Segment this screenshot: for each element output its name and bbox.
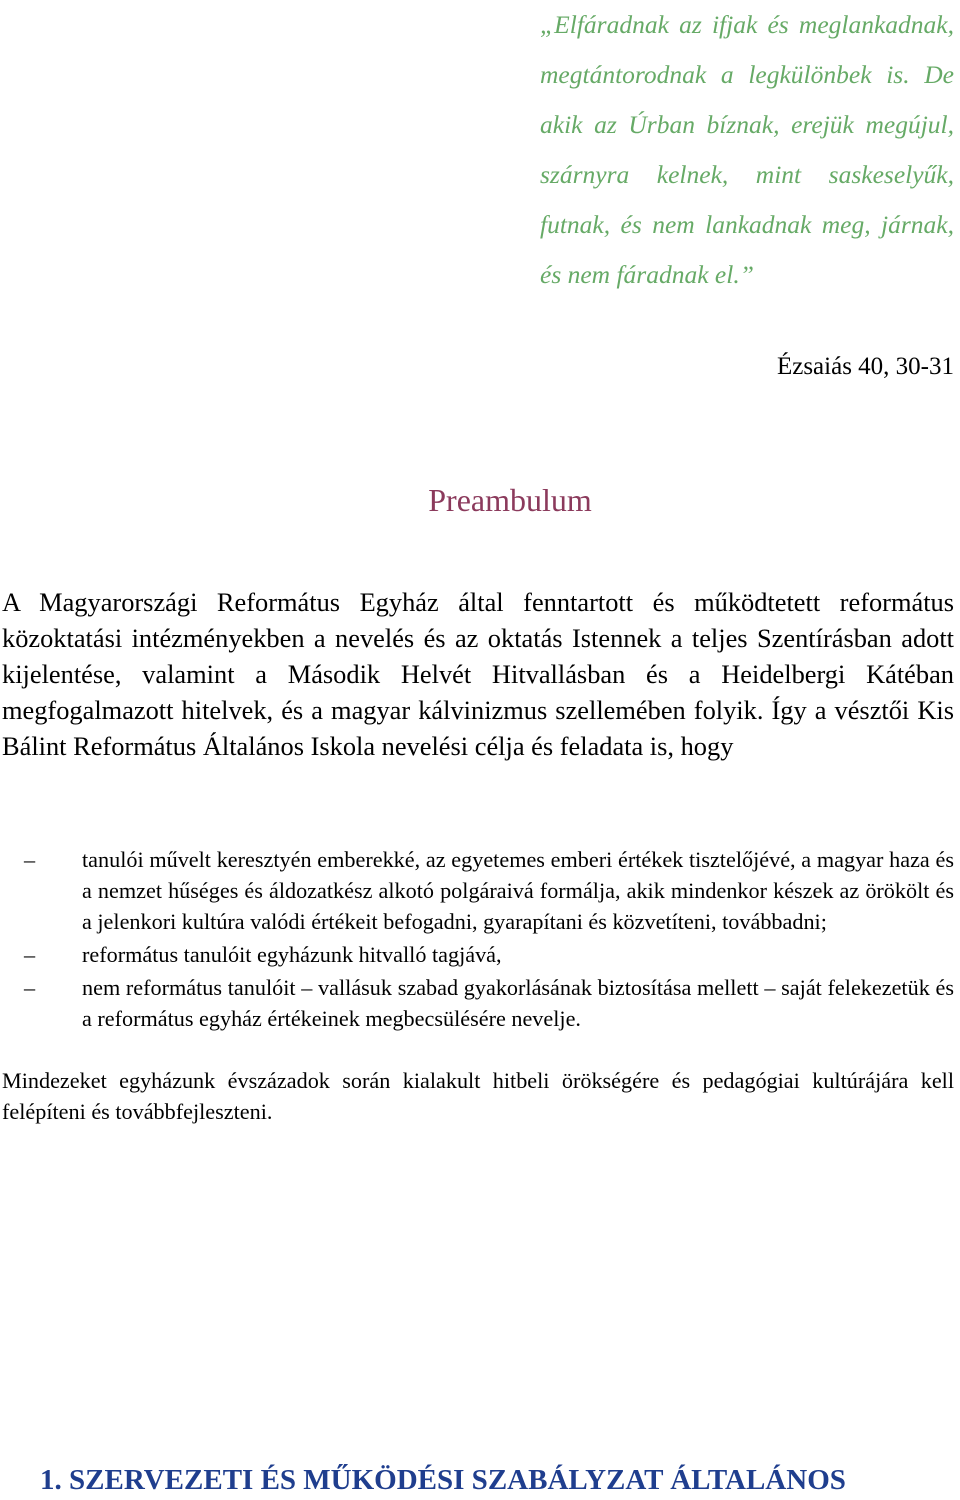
dash-bullet: –: [24, 975, 36, 1000]
dash-bullet: –: [24, 942, 36, 967]
intro-paragraph: A Magyarországi Református Egyház által fenntartott és működtetett református közoktatási intézményekben a nevelés és az oktatás Istennek a teljes Szentírásban adott kijelentése, valamint a Második Helvét Hitvallásban és a Heidelbergi Kátéban megfogalmazott hitelvek, és a magyar kálvinizmus szellemében folyik. Így a vésztői Kis Bálint Református Általános Iskola nevelési célja és feladata is, hogy: [2, 587, 954, 761]
list-item: [2, 972, 954, 1034]
closing-paragraph: Mindezeket egyházunk évszázadok során kialakult hitbeli örökségére és pedagógiai kultúrájára kell felépíteni és továbbfejleszteni.: [2, 1068, 954, 1124]
chapter-heading: 1. SZERVEZETI ÉS MŰKÖDÉSI SZABÁLYZAT ÁLTALÁNOS: [40, 1464, 846, 1496]
list-item: [2, 844, 954, 937]
epigraph-quote: „Elfáradnak az ifjak és meglankadnak, megtántorodnak a legkülönbek is. De akik az Úrban bíznak, erejük megújul, szárnyra kelnek, mint saskeselyűk, futnak, és nem lankadnak meg, járnak, és nem fáradnak el.”: [540, 10, 954, 289]
list-item-text: nem református tanulóit – vallásuk szabad gyakorlásának biztosítása mellett – saját felekezetük és a református egyház értékeinek megbecsülésére nevelje.: [82, 975, 954, 1031]
list-item-text: tanulói művelt keresztyén emberekké, az egyetemes emberi értékek tisztelőjévé, a magyar haza és a nemzet hűséges és áldozatkész alkotó polgáraivá formálja, akik mindenkor készek az örökölt és a jelenkori kultúra valódi értékeit befogadni, gyarapítani és közvetíteni, továbbadni;: [82, 847, 954, 934]
epigraph-reference: Ézsaiás 40, 30-31: [776, 353, 954, 380]
list-item: [2, 939, 954, 970]
goals-list: [2, 844, 954, 1036]
dash-bullet: –: [24, 847, 36, 872]
section-title: Preambulum: [428, 482, 592, 518]
list-item-text: református tanulóit egyházunk hitvalló tagjává,: [82, 942, 502, 967]
